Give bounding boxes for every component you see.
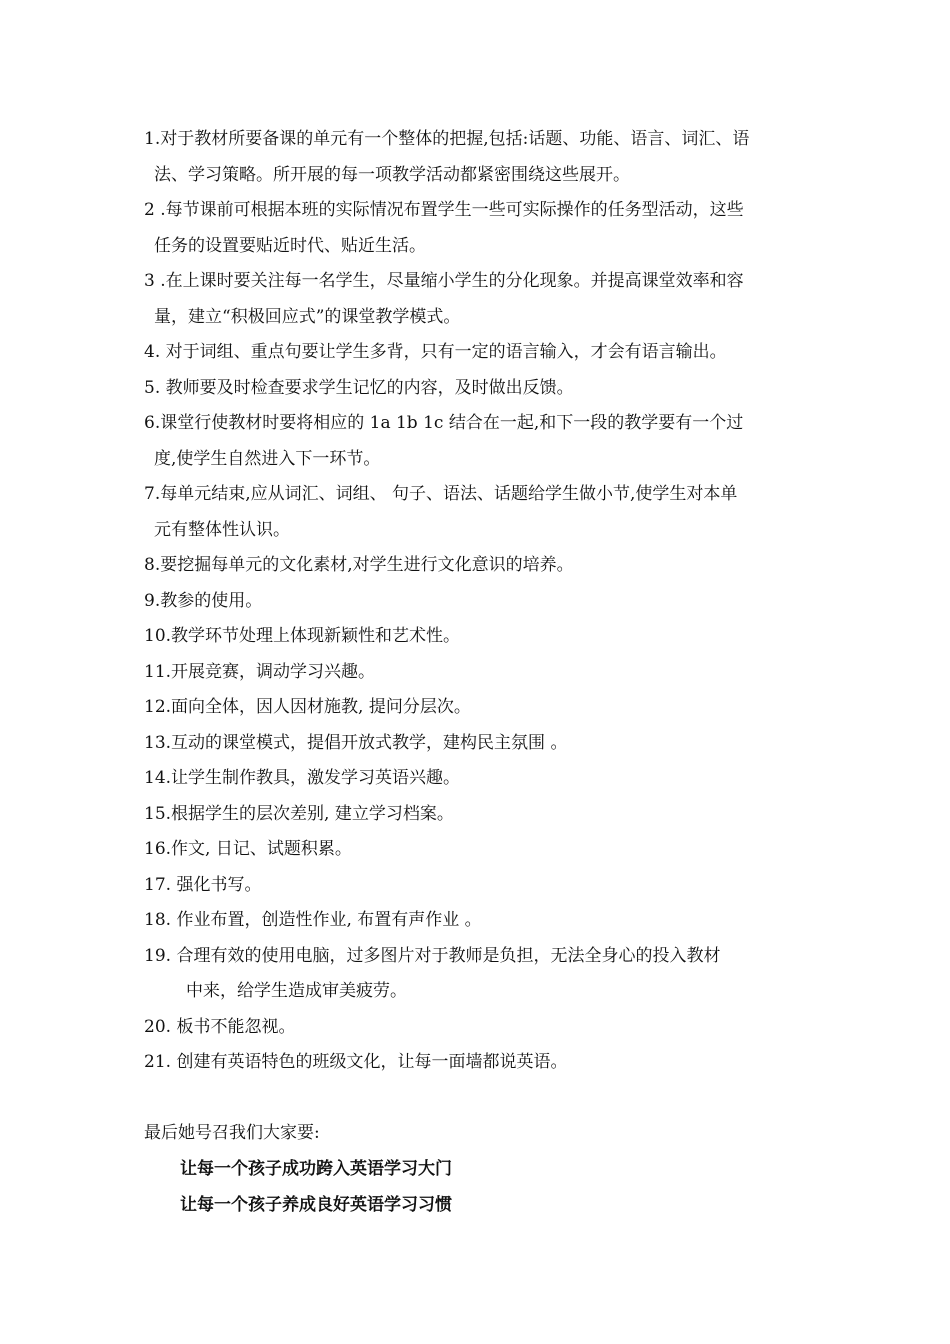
list-item: 13.互动的课堂模式，提倡开放式教学，建构民主氛围 。 (144, 732, 568, 753)
list-item: 11.开展竞赛，调动学习兴趣。 (144, 661, 376, 682)
slogan-line: 让每一个孩子成功跨入英语学习大门 (180, 1158, 452, 1179)
list-item-continuation: 中来，给学生造成审美疲劳。 (186, 981, 407, 1001)
list-item: 8.要挖掘每单元的文化素材,对学生进行文化意识的培养。 (144, 555, 574, 575)
paragraph-gap (144, 1081, 824, 1115)
list-item: 10.教学环节处理上体现新颖性和艺术性。 (144, 626, 461, 646)
list-item: 18. 作业布置，创造性作业, 布置有声作业 。 (144, 910, 482, 930)
list-item-continuation: 度,使学生自然进入下一环节。 (154, 448, 381, 469)
list-item-continuation: 法、学习策略。所开展的每一项教学活动都紧密围绕这些展开。 (154, 164, 630, 185)
slogan-line: 让每一个孩子养成良好英语学习习惯 (180, 1194, 452, 1215)
list-item: 3 .在上课时要关注每一名学生，尽量缩小学生的分化现象。并提高课堂效率和容 (144, 271, 744, 291)
list-item: 5. 教师要及时检查要求学生记忆的内容，及时做出反馈。 (144, 377, 574, 398)
list-item: 15.根据学生的层次差别, 建立学习档案。 (144, 803, 454, 824)
list-item-continuation: 元有整体性认识。 (154, 519, 290, 540)
list-item-continuation: 量，建立“积极回应式”的课堂教学模式。 (154, 306, 461, 327)
list-item: 14.让学生制作教具，激发学习英语兴趣。 (144, 768, 461, 788)
list-item: 19. 合理有效的使用电脑，过多图片对于教师是负担，无法全身心的投入教材 (144, 945, 721, 966)
list-item: 20. 板书不能忽视。 (144, 1016, 296, 1037)
list-item: 16.作文, 日记、试题积累。 (144, 839, 352, 859)
list-item: 9.教参的使用。 (144, 590, 263, 611)
list-item: 7.每单元结束,应从词汇、词组、 句子、语法、话题给学生做小节,使学生对本单 (144, 484, 738, 504)
list-item: 12.面向全体，因人因材施教, 提问分层次。 (144, 697, 471, 717)
list-item: 1.对于教材所要备课的单元有一个整体的把握,包括:话题、功能、语言、词汇、语 (144, 129, 750, 149)
list-item: 4. 对于词组、重点句要让学生多背，只有一定的语言输入，才会有语言输出。 (144, 342, 727, 362)
list-item: 2 .每节课前可根据本班的实际情况布置学生一些可实际操作的任务型活动，这些 (144, 200, 744, 220)
document-body (144, 122, 824, 1223)
list-item-continuation: 任务的设置要贴近时代、贴近生活。 (154, 235, 426, 256)
list-item: 21. 创建有英语特色的班级文化，让每一面墙都说英语。 (144, 1052, 568, 1072)
closing-intro: 最后她号召我们大家要: (144, 1122, 320, 1143)
list-item: 17. 强化书写。 (144, 874, 262, 895)
list-item: 6.课堂行使教材时要将相应的 1a 1b 1c 结合在一起,和下一段的教学要有一个过 (144, 413, 744, 433)
